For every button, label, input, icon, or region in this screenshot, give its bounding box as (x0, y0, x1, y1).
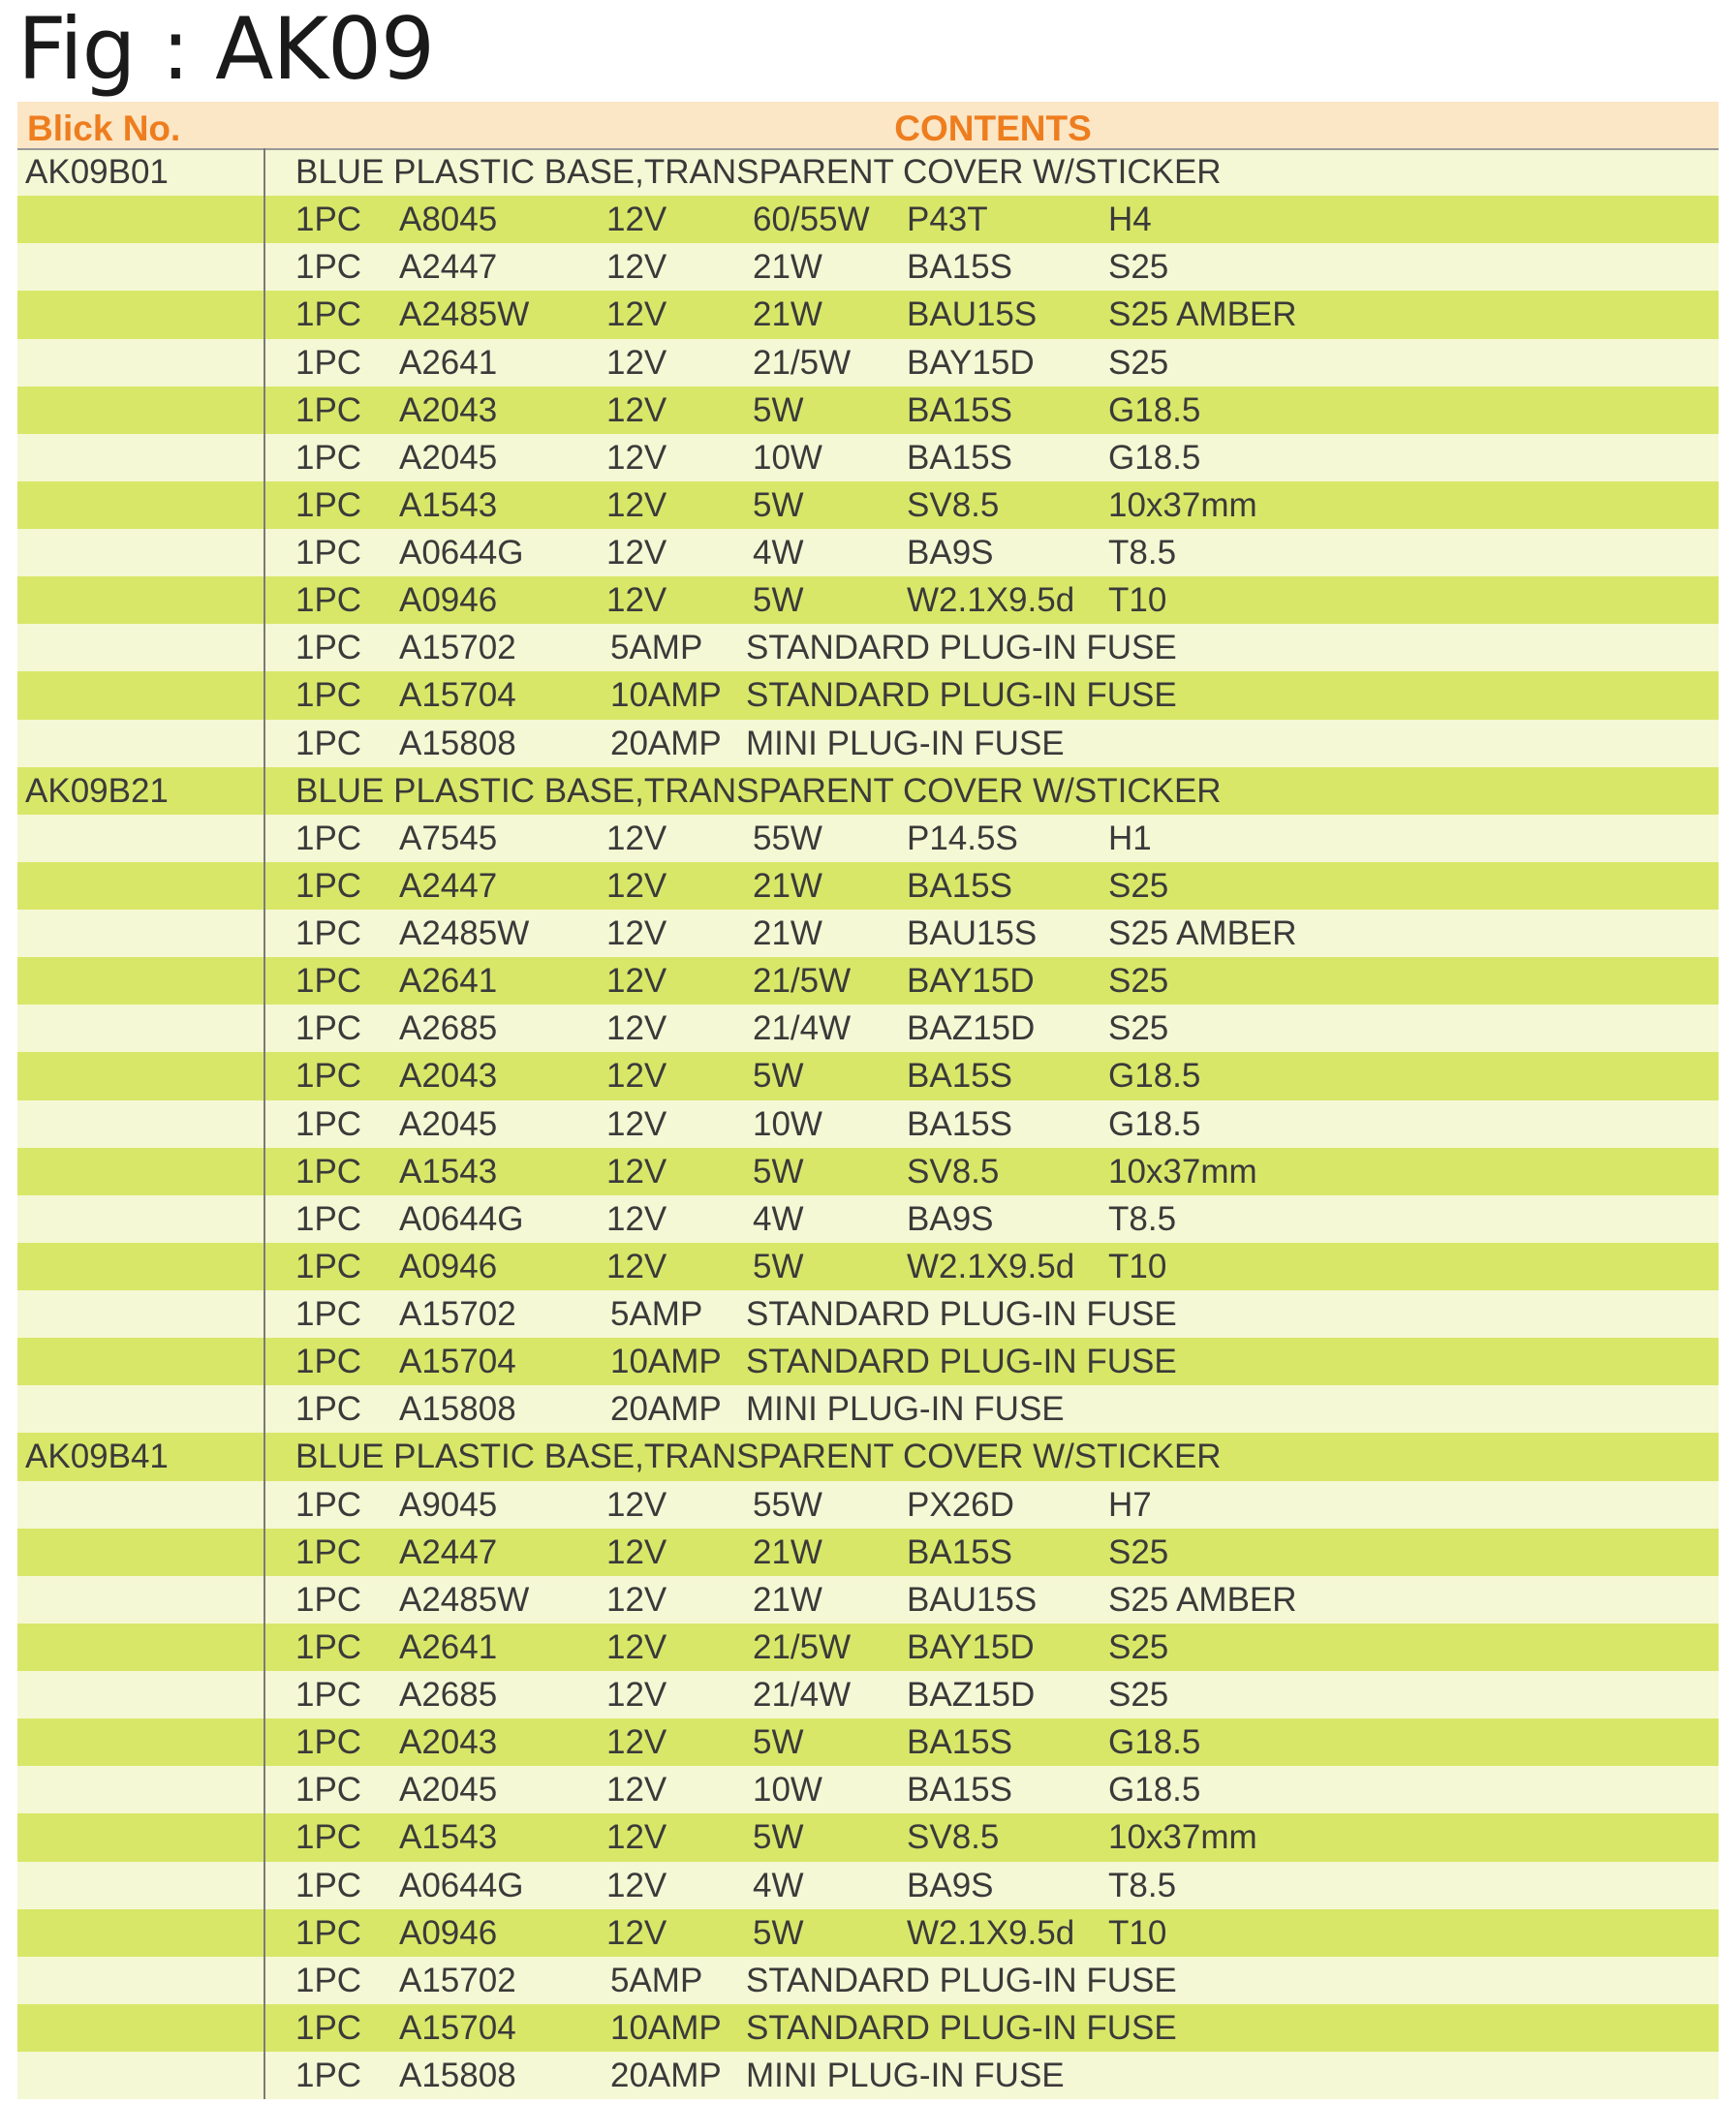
part-number: A0946 (399, 1247, 498, 1285)
part-number: A1543 (399, 485, 498, 524)
quantity: 1PC (295, 1343, 362, 1381)
block-row (17, 767, 1719, 815)
quantity: 1PC (295, 248, 362, 287)
item-row (17, 720, 1719, 767)
part-number: A2641 (399, 962, 498, 1001)
part-number: A2641 (399, 343, 498, 382)
voltage: 12V (606, 438, 667, 477)
wattage: 10W (753, 1104, 822, 1143)
item-row (17, 481, 1719, 529)
quantity: 1PC (295, 1009, 362, 1048)
bulb-type: T10 (1108, 1247, 1167, 1285)
wattage: 55W (753, 1485, 822, 1524)
quantity: 1PC (295, 1390, 362, 1429)
quantity: 1PC (295, 390, 362, 429)
quantity: 1PC (295, 1199, 362, 1238)
part-number: A15702 (399, 1295, 516, 1333)
part-number: A2447 (399, 866, 498, 905)
wattage: 21W (753, 1580, 822, 1619)
wattage: 21/5W (753, 343, 852, 382)
voltage: 12V (606, 534, 667, 572)
quantity: 1PC (295, 581, 362, 620)
part-number: A1543 (399, 1818, 498, 1857)
voltage: 12V (606, 1866, 667, 1904)
item-row (17, 1338, 1719, 1385)
wattage: 5W (753, 1913, 804, 1952)
item-row (17, 1766, 1719, 1813)
item-row (17, 671, 1719, 719)
item-row (17, 624, 1719, 671)
fuse-description: STANDARD PLUG-IN FUSE (746, 629, 1177, 667)
block-description: BLUE PLASTIC BASE,TRANSPARENT COVER W/STICKER (295, 771, 1222, 810)
part-number: A2043 (399, 390, 498, 429)
amperage: 10AMP (610, 676, 722, 715)
base-type: BAY15D (907, 962, 1035, 1001)
bulb-type: S25 AMBER (1108, 914, 1297, 952)
bulb-type: T10 (1108, 581, 1167, 620)
block-description: BLUE PLASTIC BASE,TRANSPARENT COVER W/STICKER (295, 153, 1222, 191)
bulb-type: S25 (1108, 248, 1169, 287)
quantity: 1PC (295, 1818, 362, 1857)
base-type: BA15S (907, 438, 1012, 477)
wattage: 5W (753, 390, 804, 429)
amperage: 5AMP (610, 1295, 703, 1333)
header-divider (17, 148, 1719, 150)
contents-header: CONTENTS (894, 108, 1092, 148)
base-type: BAU15S (907, 295, 1038, 334)
part-number: A15808 (399, 1390, 516, 1429)
contents-table (17, 102, 1719, 2099)
base-type: W2.1X9.5d (907, 1913, 1075, 1952)
block-no-header: Blick No. (27, 108, 181, 148)
quantity: 1PC (295, 1485, 362, 1524)
bulb-type: T10 (1108, 1913, 1167, 1952)
part-number: A8045 (399, 201, 498, 239)
item-row (17, 1529, 1719, 1576)
voltage: 12V (606, 1818, 667, 1857)
bulb-type: G18.5 (1108, 390, 1201, 429)
block-id: AK09B21 (25, 771, 169, 810)
item-row (17, 291, 1719, 338)
item-row (17, 1195, 1719, 1243)
voltage: 12V (606, 295, 667, 334)
quantity: 1PC (295, 1723, 362, 1762)
item-row (17, 957, 1719, 1005)
wattage: 55W (753, 819, 822, 857)
base-type: P14.5S (907, 819, 1018, 857)
item-row (17, 196, 1719, 243)
item-row (17, 1718, 1719, 1766)
part-number: A2685 (399, 1676, 498, 1714)
base-type: W2.1X9.5d (907, 1247, 1075, 1285)
part-number: A2485W (399, 1580, 530, 1619)
quantity: 1PC (295, 1676, 362, 1714)
base-type: SV8.5 (907, 1152, 1000, 1191)
table-body (17, 148, 1719, 2099)
part-number: A2447 (399, 1532, 498, 1571)
item-row (17, 1481, 1719, 1529)
bulb-type: T8.5 (1108, 1866, 1177, 1904)
voltage: 12V (606, 1913, 667, 1952)
base-type: W2.1X9.5d (907, 581, 1075, 620)
part-number: A15808 (399, 2057, 516, 2094)
base-type: BAZ15D (907, 1676, 1036, 1714)
quantity: 1PC (295, 485, 362, 524)
voltage: 12V (606, 581, 667, 620)
base-type: BA15S (907, 1057, 1012, 1096)
column-divider (264, 148, 265, 2099)
quantity: 1PC (295, 1866, 362, 1904)
item-row (17, 1671, 1719, 1718)
wattage: 10W (753, 1771, 822, 1810)
quantity: 1PC (295, 676, 362, 715)
base-type: BA9S (907, 1866, 994, 1904)
bulb-type: 10x37mm (1108, 1818, 1257, 1857)
wattage: 5W (753, 1818, 804, 1857)
part-number: A2685 (399, 1009, 498, 1048)
voltage: 12V (606, 1057, 667, 1096)
part-number: A15704 (399, 676, 516, 715)
part-number: A2485W (399, 914, 530, 952)
fuse-description: MINI PLUG-IN FUSE (746, 2057, 1065, 2094)
part-number: A15702 (399, 1961, 516, 1999)
bulb-type: S25 AMBER (1108, 295, 1297, 334)
quantity: 1PC (295, 1057, 362, 1096)
base-type: BAU15S (907, 1580, 1038, 1619)
amperage: 20AMP (610, 1390, 722, 1429)
item-row (17, 1243, 1719, 1290)
wattage: 21W (753, 1532, 822, 1571)
wattage: 21W (753, 866, 822, 905)
bulb-type: H7 (1108, 1485, 1152, 1524)
item-row (17, 387, 1719, 434)
voltage: 12V (606, 201, 667, 239)
base-type: SV8.5 (907, 485, 1000, 524)
bulb-type: G18.5 (1108, 1723, 1201, 1762)
item-row (17, 576, 1719, 624)
part-number: A2043 (399, 1057, 498, 1096)
part-number: A0644G (399, 1866, 524, 1904)
voltage: 12V (606, 1627, 667, 1666)
base-type: SV8.5 (907, 1818, 1000, 1857)
bulb-type: S25 (1108, 866, 1169, 905)
base-type: BA15S (907, 1771, 1012, 1810)
base-type: BA15S (907, 390, 1012, 429)
quantity: 1PC (295, 2057, 362, 2094)
voltage: 12V (606, 1009, 667, 1048)
voltage: 12V (606, 1199, 667, 1238)
quantity: 1PC (295, 1295, 362, 1333)
part-number: A2045 (399, 438, 498, 477)
quantity: 1PC (295, 1104, 362, 1143)
item-row (17, 2004, 1719, 2052)
fuse-description: STANDARD PLUG-IN FUSE (746, 2008, 1177, 2047)
part-number: A9045 (399, 1485, 498, 1524)
block-row (17, 1433, 1719, 1480)
quantity: 1PC (295, 1771, 362, 1810)
fuse-description: MINI PLUG-IN FUSE (746, 1390, 1065, 1429)
wattage: 21/4W (753, 1676, 852, 1714)
wattage: 21/5W (753, 1627, 852, 1666)
voltage: 12V (606, 248, 667, 287)
amperage: 10AMP (610, 2008, 722, 2047)
part-number: A15808 (399, 724, 516, 762)
voltage: 12V (606, 962, 667, 1001)
wattage: 5W (753, 1057, 804, 1096)
block-description: BLUE PLASTIC BASE,TRANSPARENT COVER W/STICKER (295, 1438, 1222, 1476)
part-number: A0946 (399, 1913, 498, 1952)
base-type: BA15S (907, 866, 1012, 905)
base-type: BAZ15D (907, 1009, 1036, 1048)
quantity: 1PC (295, 1152, 362, 1191)
quantity: 1PC (295, 1532, 362, 1571)
quantity: 1PC (295, 1627, 362, 1666)
wattage: 5W (753, 581, 804, 620)
part-number: A0644G (399, 1199, 524, 1238)
voltage: 12V (606, 1771, 667, 1810)
item-row (17, 434, 1719, 481)
amperage: 20AMP (610, 2057, 722, 2094)
voltage: 12V (606, 1580, 667, 1619)
voltage: 12V (606, 1247, 667, 1285)
bulb-type: G18.5 (1108, 1057, 1201, 1096)
voltage: 12V (606, 1104, 667, 1143)
wattage: 21W (753, 914, 822, 952)
fuse-description: STANDARD PLUG-IN FUSE (746, 1295, 1177, 1333)
quantity: 1PC (295, 295, 362, 334)
bulb-type: G18.5 (1108, 438, 1201, 477)
wattage: 10W (753, 438, 822, 477)
bulb-type: S25 (1108, 343, 1169, 382)
bulb-type: H4 (1108, 201, 1152, 239)
voltage: 12V (606, 1532, 667, 1571)
wattage: 5W (753, 1723, 804, 1762)
wattage: 60/55W (753, 201, 870, 239)
voltage: 12V (606, 1676, 667, 1714)
voltage: 12V (606, 485, 667, 524)
block-id: AK09B01 (25, 153, 169, 191)
item-row (17, 815, 1719, 862)
bulb-type: S25 (1108, 962, 1169, 1001)
block-row (17, 148, 1719, 196)
part-number: A2045 (399, 1104, 498, 1143)
quantity: 1PC (295, 1247, 362, 1285)
bulb-type: S25 (1108, 1009, 1169, 1048)
part-number: A2447 (399, 248, 498, 287)
amperage: 10AMP (610, 1343, 722, 1381)
quantity: 1PC (295, 2008, 362, 2047)
bulb-type: S25 (1108, 1676, 1169, 1714)
block-id: AK09B41 (25, 1438, 169, 1476)
voltage: 12V (606, 1723, 667, 1762)
quantity: 1PC (295, 914, 362, 952)
quantity: 1PC (295, 962, 362, 1001)
amperage: 5AMP (610, 629, 703, 667)
quantity: 1PC (295, 629, 362, 667)
base-type: PX26D (907, 1485, 1014, 1524)
wattage: 21W (753, 248, 822, 287)
part-number: A2485W (399, 295, 530, 334)
wattage: 5W (753, 1152, 804, 1191)
bulb-type: G18.5 (1108, 1771, 1201, 1810)
bulb-type: S25 (1108, 1627, 1169, 1666)
bulb-type: S25 AMBER (1108, 1580, 1297, 1619)
part-number: A15704 (399, 1343, 516, 1381)
item-row (17, 1100, 1719, 1148)
bulb-type: 10x37mm (1108, 1152, 1257, 1191)
quantity: 1PC (295, 866, 362, 905)
base-type: BA15S (907, 1532, 1012, 1571)
part-number: A0946 (399, 581, 498, 620)
quantity: 1PC (295, 438, 362, 477)
part-number: A15702 (399, 629, 516, 667)
bulb-type: 10x37mm (1108, 485, 1257, 524)
part-number: A15704 (399, 2008, 516, 2047)
wattage: 4W (753, 1199, 804, 1238)
voltage: 12V (606, 866, 667, 905)
part-number: A2043 (399, 1723, 498, 1762)
item-row (17, 529, 1719, 576)
wattage: 21/5W (753, 962, 852, 1001)
item-row (17, 1052, 1719, 1099)
bulb-type: T8.5 (1108, 1199, 1177, 1238)
base-type: BAU15S (907, 914, 1038, 952)
base-type: BA15S (907, 1723, 1012, 1762)
figure-title: Fig : AK09 (17, 0, 434, 99)
table-header (17, 102, 1719, 148)
voltage: 12V (606, 390, 667, 429)
quantity: 1PC (295, 724, 362, 762)
base-type: BA15S (907, 248, 1012, 287)
wattage: 5W (753, 1247, 804, 1285)
voltage: 12V (606, 1485, 667, 1524)
item-row (17, 2052, 1719, 2099)
wattage: 4W (753, 534, 804, 572)
part-number: A1543 (399, 1152, 498, 1191)
fuse-description: STANDARD PLUG-IN FUSE (746, 676, 1177, 715)
base-type: BAY15D (907, 343, 1035, 382)
voltage: 12V (606, 914, 667, 952)
quantity: 1PC (295, 819, 362, 857)
base-type: BA15S (907, 1104, 1012, 1143)
base-type: P43T (907, 201, 988, 239)
wattage: 5W (753, 485, 804, 524)
quantity: 1PC (295, 1961, 362, 1999)
bulb-type: S25 (1108, 1532, 1169, 1571)
item-row (17, 1576, 1719, 1624)
quantity: 1PC (295, 201, 362, 239)
item-row (17, 1005, 1719, 1052)
item-row (17, 910, 1719, 957)
base-type: BAY15D (907, 1627, 1035, 1666)
item-row (17, 1813, 1719, 1861)
fuse-description: MINI PLUG-IN FUSE (746, 724, 1065, 762)
voltage: 12V (606, 343, 667, 382)
amperage: 20AMP (610, 724, 722, 762)
part-number: A7545 (399, 819, 498, 857)
base-type: BA9S (907, 1199, 994, 1238)
bulb-type: T8.5 (1108, 534, 1177, 572)
item-row (17, 1909, 1719, 1957)
base-type: BA9S (907, 534, 994, 572)
bulb-type: H1 (1108, 819, 1152, 857)
item-row (17, 339, 1719, 387)
wattage: 21W (753, 295, 822, 334)
item-row (17, 1957, 1719, 2004)
item-row (17, 243, 1719, 291)
item-row (17, 862, 1719, 910)
voltage: 12V (606, 1152, 667, 1191)
voltage: 12V (606, 819, 667, 857)
quantity: 1PC (295, 343, 362, 382)
wattage: 4W (753, 1866, 804, 1904)
item-row (17, 1862, 1719, 1909)
part-number: A2045 (399, 1771, 498, 1810)
fuse-description: STANDARD PLUG-IN FUSE (746, 1343, 1177, 1381)
item-row (17, 1290, 1719, 1338)
amperage: 5AMP (610, 1961, 703, 1999)
wattage: 21/4W (753, 1009, 852, 1048)
part-number: A0644G (399, 534, 524, 572)
item-row (17, 1148, 1719, 1195)
fuse-description: STANDARD PLUG-IN FUSE (746, 1961, 1177, 1999)
part-number: A2641 (399, 1627, 498, 1666)
quantity: 1PC (295, 1580, 362, 1619)
bulb-type: G18.5 (1108, 1104, 1201, 1143)
quantity: 1PC (295, 1913, 362, 1952)
item-row (17, 1624, 1719, 1671)
item-row (17, 1385, 1719, 1433)
quantity: 1PC (295, 534, 362, 572)
